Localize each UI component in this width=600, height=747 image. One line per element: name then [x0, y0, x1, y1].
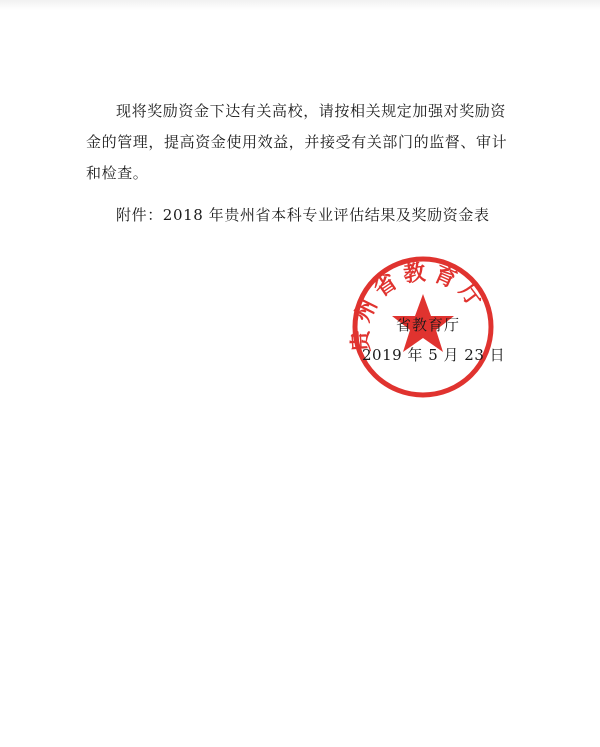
paragraph-line-1: 现将奖励资金下达有关高校，请按相关规定加强对奖励资 — [116, 102, 507, 120]
paragraph-line-2: 金的管理，提高资金使用效益，并接受有关部门的监督、审计 — [86, 133, 508, 151]
paragraph-line-3: 和检查。 — [86, 164, 149, 182]
signature-organization: 省教育厅 — [396, 316, 461, 334]
attachment-line: 附件：2018 年贵州省本科专业评估结果及奖励资金表 — [116, 206, 490, 224]
scan-edge — [0, 0, 600, 10]
signature-date: 2019 年 5 月 23 日 — [362, 346, 506, 364]
seal-text: 贵州省教育厅 — [348, 260, 491, 354]
body-paragraph — [86, 96, 526, 189]
